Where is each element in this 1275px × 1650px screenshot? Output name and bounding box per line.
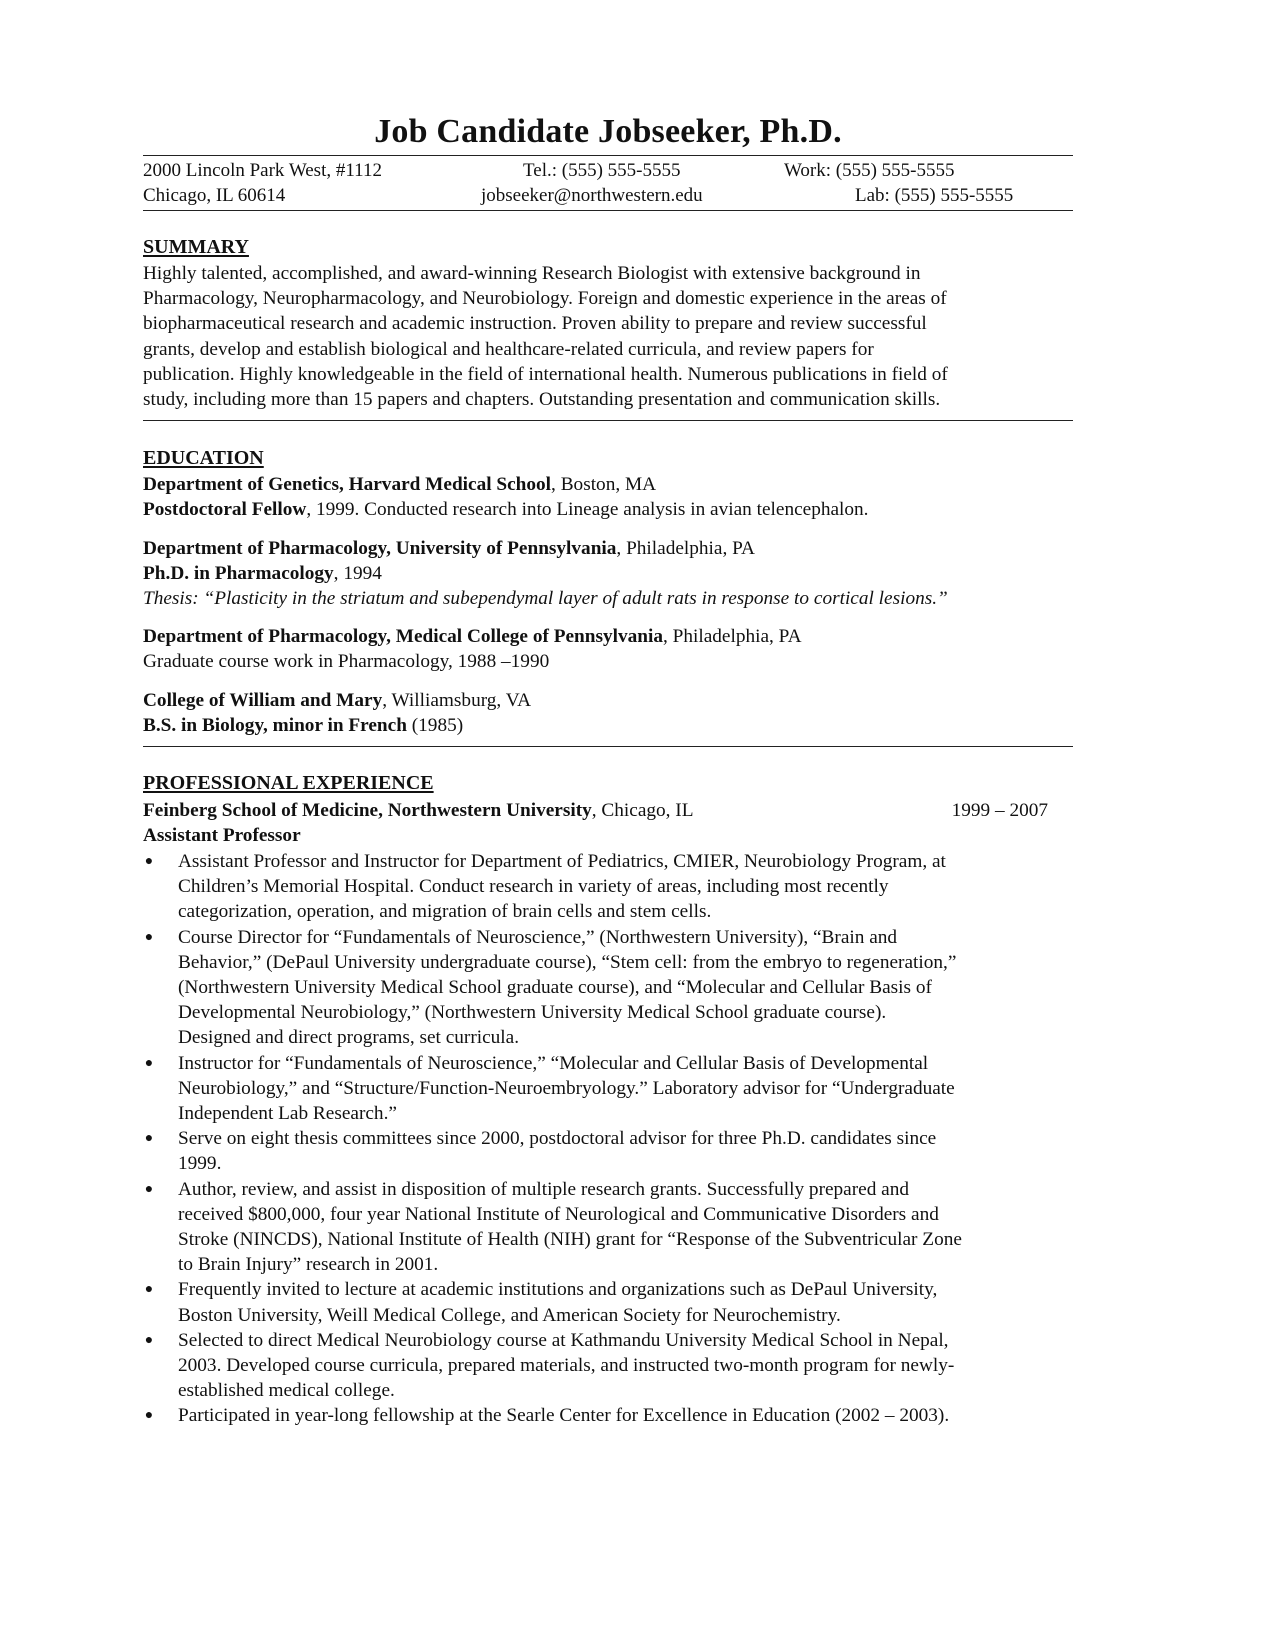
- employer: Feinberg School of Medicine, Northwestern University: [143, 800, 592, 821]
- list-item: [143, 1177, 1078, 1278]
- bullet-line: Developmental Neurobiology,” (Northwestern University Medical School graduate course).: [178, 1002, 887, 1024]
- degree: B.S. in Biology, minor in French: [143, 715, 407, 737]
- bullet-line: Independent Lab Research.”: [178, 1103, 397, 1125]
- summary-line: study, including more than 15 papers and chapters. Outstanding presentation and communication skills.: [143, 389, 941, 411]
- institution-location: , Philadelphia, PA: [662, 626, 802, 647]
- list-item: [143, 1403, 1078, 1428]
- bullet-icon: ●: [144, 1181, 154, 1197]
- education-entry: [143, 536, 948, 612]
- job-dates: 1999 – 2007: [951, 800, 1048, 821]
- header-rule-bottom: [143, 210, 1073, 211]
- thesis-title: Thesis: “Plasticity in the striatum and subependymal layer of adult rats in response to cortical lesions.”: [143, 588, 948, 610]
- list-item: [143, 1328, 1078, 1404]
- bullet-line: (Northwestern University Medical School graduate course), and “Molecular and Cellular Basis of: [178, 977, 932, 999]
- bullet-line: Frequently invited to lecture at academic institutions and organizations such as DePaul University,: [178, 1279, 938, 1301]
- bullet-line: received $800,000, four year National Institute of Neurological and Communicative Disorders and: [178, 1203, 939, 1225]
- bullet-icon: ●: [144, 1282, 154, 1298]
- list-item: [143, 1277, 1078, 1327]
- bullet-line: Serve on eight thesis committees since 2000, postdoctoral advisor for three Ph.D. candidates since: [178, 1128, 937, 1150]
- list-item: [143, 1051, 1078, 1127]
- education-heading: EDUCATION: [143, 447, 264, 469]
- bullet-line: Selected to direct Medical Neurobiology course at Kathmandu University Medical School in Nepal,: [178, 1329, 949, 1351]
- experience-heading: PROFESSIONAL EXPERIENCE: [143, 772, 434, 794]
- degree: Postdoctoral Fellow: [143, 499, 307, 521]
- summary-line: Pharmacology, Neuropharmacology, and Neurobiology. Foreign and domestic experience in the areas of: [143, 288, 947, 310]
- education-entry: [143, 472, 869, 522]
- email-address: jobseeker@northwestern.edu: [481, 185, 703, 206]
- summary-heading: SUMMARY: [143, 236, 249, 258]
- bullet-line: Stroke (NINCDS), National Institute of Health (NIH) grant for “Response of the Subventricular Zone: [178, 1229, 962, 1251]
- summary-line: publication. Highly knowledgeable in the field of international health. Numerous publications in field of: [143, 363, 948, 385]
- job-title: Assistant Professor: [143, 825, 301, 846]
- institution: College of William and Mary: [143, 690, 383, 711]
- bullet-line: Instructor for “Fundamentals of Neuroscience,” “Molecular and Cellular Basis of Developmental: [178, 1052, 929, 1074]
- bullet-icon: ●: [144, 929, 154, 945]
- section-divider: [143, 420, 1073, 421]
- bullet-line: Designed and direct programs, set curricula.: [178, 1027, 520, 1049]
- institution-location: , Williamsburg, VA: [382, 690, 532, 711]
- institution: Department of Genetics, Harvard Medical School: [143, 474, 552, 495]
- bullet-line: to Brain Injury” research in 2001.: [178, 1254, 439, 1276]
- bullet-line: established medical college.: [178, 1380, 395, 1402]
- employer-location: , Chicago, IL: [591, 800, 694, 821]
- bullet-line: Behavior,” (DePaul University undergraduate course), “Stem cell: from the embryo to regeneration,”: [178, 951, 957, 973]
- bullet-line: categorization, operation, and migration of brain cells and stem cells.: [178, 901, 712, 923]
- bullet-line: Course Director for “Fundamentals of Neuroscience,” (Northwestern University), “Brain and: [178, 926, 898, 948]
- bullet-icon: ●: [144, 1055, 154, 1071]
- bullet-line: 1999.: [178, 1153, 222, 1175]
- job-employer-line: [143, 798, 1048, 823]
- summary-line: grants, develop and establish biological and healthcare-related curricula, and review papers for: [143, 338, 874, 360]
- experience-bullets: [143, 849, 1078, 1429]
- bullet-line: Author, review, and assist in disposition of multiple research grants. Successfully prepared and: [178, 1178, 910, 1200]
- bullet-line: Neurobiology,” and “Structure/Function-Neuroembryology.” Laboratory advisor for “Undergraduate: [178, 1077, 955, 1099]
- address-line-1: 2000 Lincoln Park West, #1112: [143, 160, 382, 181]
- institution-location: , Boston, MA: [551, 474, 657, 495]
- degree-detail: , 1994: [333, 563, 382, 585]
- degree: Ph.D. in Pharmacology: [143, 563, 334, 585]
- coursework-detail: Graduate course work in Pharmacology, 1988 –1990: [143, 651, 550, 673]
- section-divider: [143, 746, 1073, 747]
- institution-location: , Philadelphia, PA: [616, 538, 755, 559]
- degree-detail: (1985): [406, 715, 464, 737]
- list-item: [143, 1126, 1078, 1176]
- bullet-line: Boston University, Weill Medical College, and American Society for Neurochemistry.: [178, 1304, 841, 1326]
- address-line-2: Chicago, IL 60614: [143, 185, 286, 206]
- list-item: [143, 925, 1078, 1051]
- bullet-icon: ●: [144, 854, 154, 869]
- education-entry: [143, 688, 531, 738]
- summary-text: [143, 261, 1078, 412]
- bullet-icon: ●: [144, 1131, 154, 1147]
- institution: Department of Pharmacology, University of Pennsylvania: [143, 538, 617, 559]
- header-rule-top: [143, 155, 1073, 156]
- list-item: [143, 849, 1078, 925]
- bullet-line: 2003. Developed course curricula, prepared materials, and instructed two-month program for newly-: [178, 1355, 955, 1377]
- education-entry: [143, 624, 802, 674]
- bullet-line: Children’s Memorial Hospital. Conduct research in variety of areas, including most recently: [178, 876, 889, 898]
- summary-line: Highly talented, accomplished, and award-winning Research Biologist with extensive background in: [143, 263, 921, 284]
- lab-number: Lab: (555) 555-5555: [855, 185, 1014, 206]
- tel-number: Tel.: (555) 555-5555: [523, 160, 681, 181]
- bullet-line: Participated in year-long fellowship at the Searle Center for Excellence in Education (2002 – 2003).: [178, 1405, 950, 1427]
- candidate-name: Job Candidate Jobseeker, Ph.D.: [374, 113, 842, 150]
- degree-detail: , 1999. Conducted research into Lineage analysis in avian telencephalon.: [306, 499, 869, 521]
- bullet-line: Assistant Professor and Instructor for Department of Pediatrics, CMIER, Neurobiology Program, at: [178, 851, 946, 872]
- bullet-icon: ●: [144, 1332, 154, 1348]
- bullet-icon: ●: [144, 1408, 154, 1424]
- work-number: Work: (555) 555-5555: [784, 160, 955, 181]
- institution: Department of Pharmacology, Medical College of Pennsylvania: [143, 626, 663, 647]
- summary-line: biopharmaceutical research and academic instruction. Proven ability to prepare and review successful: [143, 313, 927, 335]
